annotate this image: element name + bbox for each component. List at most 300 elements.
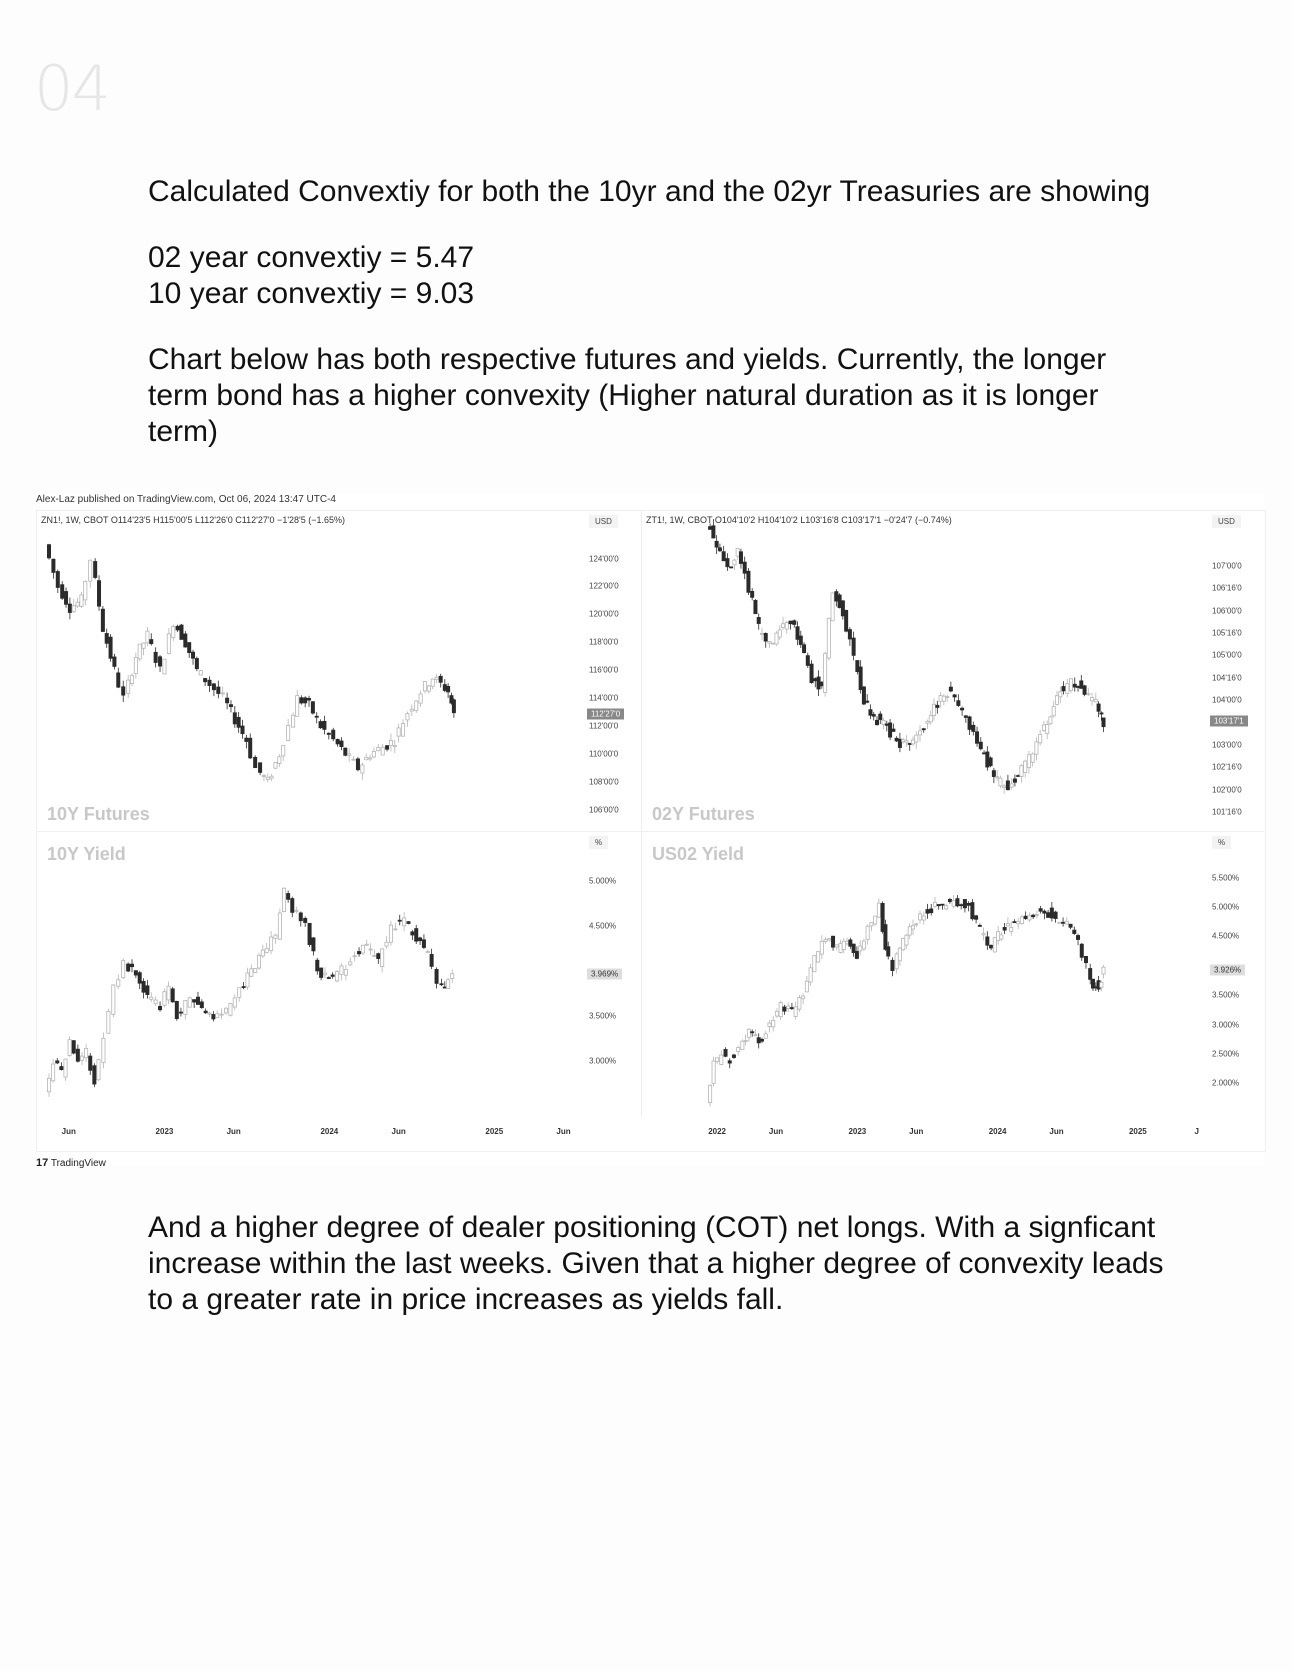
candle	[109, 634, 112, 662]
candle	[941, 904, 944, 910]
candle	[1073, 677, 1076, 691]
candle	[898, 733, 901, 752]
candle	[368, 754, 371, 761]
candle	[1017, 918, 1020, 929]
candle	[167, 981, 170, 1004]
candle	[1083, 685, 1086, 696]
candle	[892, 724, 895, 732]
candle	[56, 1058, 59, 1064]
candle	[304, 696, 307, 707]
candle	[929, 710, 932, 724]
y-tick-label: 3.000%	[1212, 1020, 1240, 1030]
candle	[845, 938, 848, 946]
candle	[902, 738, 905, 744]
candle	[709, 1084, 712, 1106]
candle	[930, 904, 933, 915]
candle	[361, 945, 364, 955]
candle	[975, 727, 978, 747]
candle	[265, 943, 268, 953]
candle	[179, 1008, 182, 1017]
candle	[430, 949, 433, 969]
candle	[287, 719, 290, 741]
candle	[130, 673, 133, 686]
candle	[274, 762, 277, 769]
candle	[820, 681, 823, 689]
pane-10y-futures	[37, 511, 642, 832]
tradingview-logo-icon: 17	[36, 1157, 49, 1169]
x-tick-label: Jun	[556, 1127, 571, 1136]
candle	[875, 716, 878, 725]
candle	[715, 535, 718, 554]
candle	[772, 643, 775, 644]
y-tick-label: 103'00'0	[1212, 740, 1242, 750]
candle	[842, 938, 845, 953]
candle	[1020, 764, 1023, 783]
candle	[785, 621, 788, 634]
candle	[385, 745, 388, 751]
candle	[419, 690, 422, 706]
candle	[952, 895, 955, 908]
candle	[1069, 678, 1072, 693]
candle	[315, 712, 318, 723]
dealer-positioning-text: And a higher degree of dealer positioning (COT) net longs. With a signficant increase within the last weeks. Given that a higher degree of convexity leads to a greater rate in price increases as yields fall.	[148, 1211, 1164, 1316]
candle	[885, 721, 888, 732]
candle	[996, 926, 999, 945]
candle	[175, 1001, 178, 1021]
candle	[208, 1012, 211, 1017]
x-tick-label: Jun	[909, 1127, 924, 1136]
candle	[312, 937, 315, 956]
candle	[1003, 923, 1006, 934]
candle	[764, 1031, 767, 1038]
candle	[385, 936, 388, 949]
candle	[291, 897, 294, 918]
candle	[728, 1058, 731, 1068]
axis-unit: USD	[1212, 515, 1241, 528]
candle	[1013, 919, 1016, 922]
candle	[712, 519, 715, 539]
candle	[282, 745, 285, 761]
candle	[978, 923, 981, 926]
candle	[754, 1029, 757, 1035]
candle	[89, 560, 92, 588]
candle	[831, 592, 834, 621]
candle	[180, 624, 183, 640]
y-tick-label: 120'00'0	[589, 609, 619, 619]
candle	[760, 628, 763, 641]
y-tick-label: 4.500%	[1212, 931, 1240, 941]
candle	[287, 891, 290, 903]
candle	[262, 774, 265, 782]
candle	[1035, 911, 1038, 919]
candle	[816, 951, 819, 963]
candle	[724, 1047, 727, 1057]
candle	[999, 776, 1002, 789]
candle	[874, 916, 877, 926]
candle	[398, 915, 401, 926]
candle	[905, 735, 908, 747]
candle	[882, 718, 885, 729]
candle	[956, 895, 959, 907]
x-tick-label: 2024	[320, 1127, 339, 1136]
symbol-legend: ZN1!, 1W, CBOT O114'23'5 H115'00'5 L112'26'0 C112'27'0 −1'28'5 (−1.65%)	[41, 515, 346, 525]
candle	[249, 733, 252, 759]
x-tick-label: J	[1194, 1127, 1199, 1136]
candle	[852, 944, 855, 957]
candle	[1073, 926, 1076, 934]
candle	[254, 968, 257, 973]
candle	[447, 683, 450, 698]
candle	[443, 679, 446, 692]
candle	[1039, 730, 1042, 745]
candle	[72, 1040, 75, 1054]
y-tick-label: 3.000%	[589, 1056, 617, 1066]
candle	[93, 1063, 96, 1087]
candle	[101, 606, 104, 632]
pane-title: 10Y Yield	[47, 844, 126, 864]
candle	[709, 523, 712, 529]
candle	[146, 980, 149, 998]
candle	[757, 614, 760, 630]
candle	[879, 711, 882, 724]
candle	[411, 930, 414, 940]
candle	[415, 700, 418, 713]
candle	[229, 1003, 232, 1017]
price-series	[642, 511, 1208, 831]
candle	[814, 677, 817, 687]
candle	[754, 599, 757, 614]
chart-description-text: Chart below has both respective futures and yields. Currently, the longer term bond has a higher convexity (Higher natural duration as it is longer term)	[148, 343, 1107, 448]
candle	[443, 981, 446, 988]
candle	[827, 618, 830, 661]
candle	[986, 746, 989, 770]
candle	[1102, 965, 1105, 979]
candle	[908, 743, 911, 751]
candle	[349, 957, 352, 966]
candle	[85, 1044, 88, 1062]
candle	[796, 621, 799, 645]
candle	[798, 995, 801, 1012]
candle	[768, 1020, 771, 1033]
candle	[127, 675, 130, 698]
candle	[423, 681, 426, 693]
paragraph-convexity-values	[148, 240, 1168, 312]
pane-10y-yield	[37, 832, 642, 1117]
candle	[195, 657, 198, 672]
pane-title: US02 Yield	[652, 844, 745, 864]
candle	[344, 747, 347, 756]
y-tick-label: 2.000%	[1212, 1078, 1240, 1088]
candle	[158, 655, 161, 672]
candle	[1076, 685, 1079, 691]
candle	[918, 911, 921, 924]
candle	[946, 694, 949, 702]
y-tick-label: 4.500%	[589, 921, 617, 931]
candle	[60, 1062, 63, 1070]
candle	[722, 546, 725, 561]
candle	[127, 962, 130, 972]
candle	[1024, 760, 1027, 778]
y-tick-label: 104'16'0	[1212, 673, 1242, 683]
candle	[158, 1001, 161, 1011]
candle	[862, 686, 865, 705]
candle	[199, 670, 202, 675]
candle	[188, 997, 191, 1008]
candle	[799, 631, 802, 648]
candle	[932, 698, 935, 720]
candle	[806, 653, 809, 668]
candle	[967, 901, 970, 911]
candle	[319, 719, 322, 729]
time-axis-left	[37, 1117, 641, 1151]
candle	[196, 992, 199, 1005]
candle	[304, 917, 307, 927]
candle	[964, 715, 967, 723]
candle	[1046, 721, 1049, 740]
candle	[726, 553, 729, 571]
candle	[1059, 686, 1062, 703]
candle	[741, 1039, 744, 1049]
candle	[1043, 909, 1046, 919]
candle	[1003, 784, 1006, 794]
candle	[1010, 778, 1013, 789]
candle	[422, 934, 425, 949]
candle	[779, 1001, 782, 1020]
candle	[1027, 751, 1030, 774]
candle	[47, 1073, 50, 1097]
candle	[117, 975, 120, 990]
candle	[435, 674, 438, 683]
candle	[993, 937, 996, 953]
candle	[757, 1033, 760, 1048]
candle	[1047, 910, 1050, 918]
candle	[845, 610, 848, 632]
candle	[835, 589, 838, 606]
candle	[809, 964, 812, 986]
candle	[911, 920, 914, 935]
y-tick-label: 105'00'0	[1212, 650, 1242, 660]
candle	[427, 685, 430, 694]
candle	[1054, 911, 1057, 923]
candle	[772, 1016, 775, 1032]
y-tick-label: 118'00'0	[589, 637, 619, 647]
candle	[751, 1029, 754, 1036]
candle	[982, 750, 985, 754]
candle	[122, 681, 125, 702]
candle	[134, 971, 137, 979]
x-tick-label: Jun	[768, 1127, 784, 1136]
candle	[960, 707, 963, 716]
candle	[172, 624, 175, 641]
candle	[336, 739, 339, 747]
tradingview-logo	[36, 1157, 106, 1169]
candle	[64, 1059, 67, 1081]
candle	[300, 695, 303, 704]
candle	[783, 1005, 786, 1015]
candle	[212, 1011, 215, 1021]
chart-credit: Alex-Laz published on TradingView.com, Oct 06, 2024 13:47 UTC-4	[36, 494, 336, 505]
candle	[308, 923, 311, 947]
candle	[439, 674, 442, 688]
candle	[72, 599, 75, 613]
candle	[888, 719, 891, 740]
candle	[238, 988, 241, 1002]
candle	[117, 668, 120, 688]
candle	[869, 704, 872, 719]
pane-02y-futures	[642, 511, 1264, 832]
candle	[440, 979, 443, 986]
candle	[1024, 911, 1027, 920]
candle	[221, 687, 224, 697]
candle	[911, 736, 914, 745]
candle	[720, 1050, 723, 1065]
candle	[866, 694, 869, 703]
y-tick-label: 106'00'0	[589, 805, 619, 815]
symbol-legend: ZT1!, 1W, CBOT O104'10'2 H104'10'2 L103'16'8 C103'17'1 −0'24'7 (−0.74%)	[646, 515, 952, 525]
candle	[134, 653, 137, 679]
candle	[352, 756, 355, 760]
candle	[817, 670, 820, 696]
candle	[204, 678, 207, 686]
candle	[56, 569, 59, 592]
candle	[365, 940, 368, 946]
candle	[971, 899, 974, 921]
candle	[898, 947, 901, 966]
candle	[1042, 721, 1045, 731]
candle	[1091, 979, 1094, 991]
candle	[224, 1007, 227, 1015]
candle	[957, 694, 960, 707]
candle	[989, 756, 992, 767]
candle	[282, 887, 285, 912]
candle	[716, 1057, 719, 1063]
y-tick-label: 3.500%	[589, 1011, 617, 1021]
candle	[250, 965, 253, 978]
candle	[972, 722, 975, 736]
candle	[718, 544, 721, 553]
x-tick-label: Jun	[391, 1127, 406, 1136]
candle	[377, 953, 380, 964]
candle	[226, 693, 229, 710]
candle	[848, 627, 851, 646]
candle	[97, 1059, 100, 1081]
candle	[787, 1002, 790, 1012]
candle	[389, 921, 392, 946]
candle	[732, 1054, 735, 1059]
y-tick-label: 122'00'0	[589, 581, 619, 591]
candle	[838, 593, 841, 608]
y-tick-label: 101'16'0	[1212, 807, 1242, 817]
candle	[447, 978, 450, 989]
last-value-tag: 112'27'0	[587, 709, 624, 720]
candle	[996, 770, 999, 781]
candle	[793, 619, 796, 627]
candle	[1031, 752, 1034, 766]
candle	[1076, 934, 1079, 945]
candle	[403, 912, 406, 931]
candle	[831, 936, 834, 951]
candle	[327, 976, 330, 979]
candle	[76, 597, 79, 608]
candle	[775, 1008, 778, 1018]
candle	[208, 676, 211, 692]
candle	[278, 754, 281, 767]
candle	[146, 627, 149, 646]
candle	[254, 755, 257, 768]
candle	[824, 937, 827, 944]
candle	[94, 558, 97, 579]
candle	[937, 904, 940, 909]
candle	[789, 621, 792, 630]
candle	[778, 625, 781, 640]
last-value-tag: 3.969%	[587, 968, 622, 979]
candle	[377, 744, 380, 751]
candle	[431, 678, 434, 689]
candle	[245, 735, 248, 749]
candle	[828, 938, 831, 942]
last-value-tag: 103'17'1	[1210, 716, 1248, 727]
y-tick-label: 2.500%	[1212, 1049, 1240, 1059]
candle	[410, 704, 413, 716]
chart-grid	[36, 510, 1266, 1152]
candle	[733, 559, 736, 570]
candle	[452, 698, 455, 717]
candle	[764, 632, 767, 647]
candle	[184, 1000, 187, 1020]
candle	[975, 915, 978, 924]
candle	[739, 549, 742, 569]
candle	[451, 970, 454, 983]
candle	[307, 696, 310, 707]
x-tick-label: Jun	[226, 1127, 241, 1136]
candle	[269, 931, 272, 954]
candle	[296, 690, 299, 717]
pane-title: 02Y Futures	[652, 804, 755, 824]
candle	[84, 580, 87, 605]
candle	[712, 1057, 715, 1087]
candle	[963, 899, 966, 912]
candle	[915, 731, 918, 749]
candle	[775, 631, 778, 646]
axis-unit: USD	[589, 515, 618, 528]
price-series	[37, 832, 585, 1117]
candle	[112, 984, 115, 1017]
candle	[237, 712, 240, 733]
candle	[204, 1008, 207, 1013]
candle	[870, 922, 873, 931]
candle	[768, 641, 771, 648]
candle	[233, 994, 236, 1010]
candle	[323, 967, 326, 978]
candle	[737, 1046, 740, 1056]
x-tick-label: 2025	[485, 1127, 504, 1136]
candle	[1087, 688, 1090, 696]
candle	[915, 923, 918, 927]
candle	[949, 682, 952, 692]
axis-unit: %	[1212, 836, 1231, 849]
candle	[406, 711, 409, 726]
y-tick-label: 110'00'0	[589, 749, 619, 759]
candle	[365, 754, 368, 761]
candle	[316, 958, 319, 975]
candle	[130, 959, 133, 972]
candle	[52, 1059, 55, 1083]
candle	[1097, 701, 1100, 717]
candle	[905, 934, 908, 949]
candle	[1058, 922, 1061, 923]
y-tick-label: 116'00'0	[589, 665, 619, 675]
candle	[233, 706, 236, 728]
